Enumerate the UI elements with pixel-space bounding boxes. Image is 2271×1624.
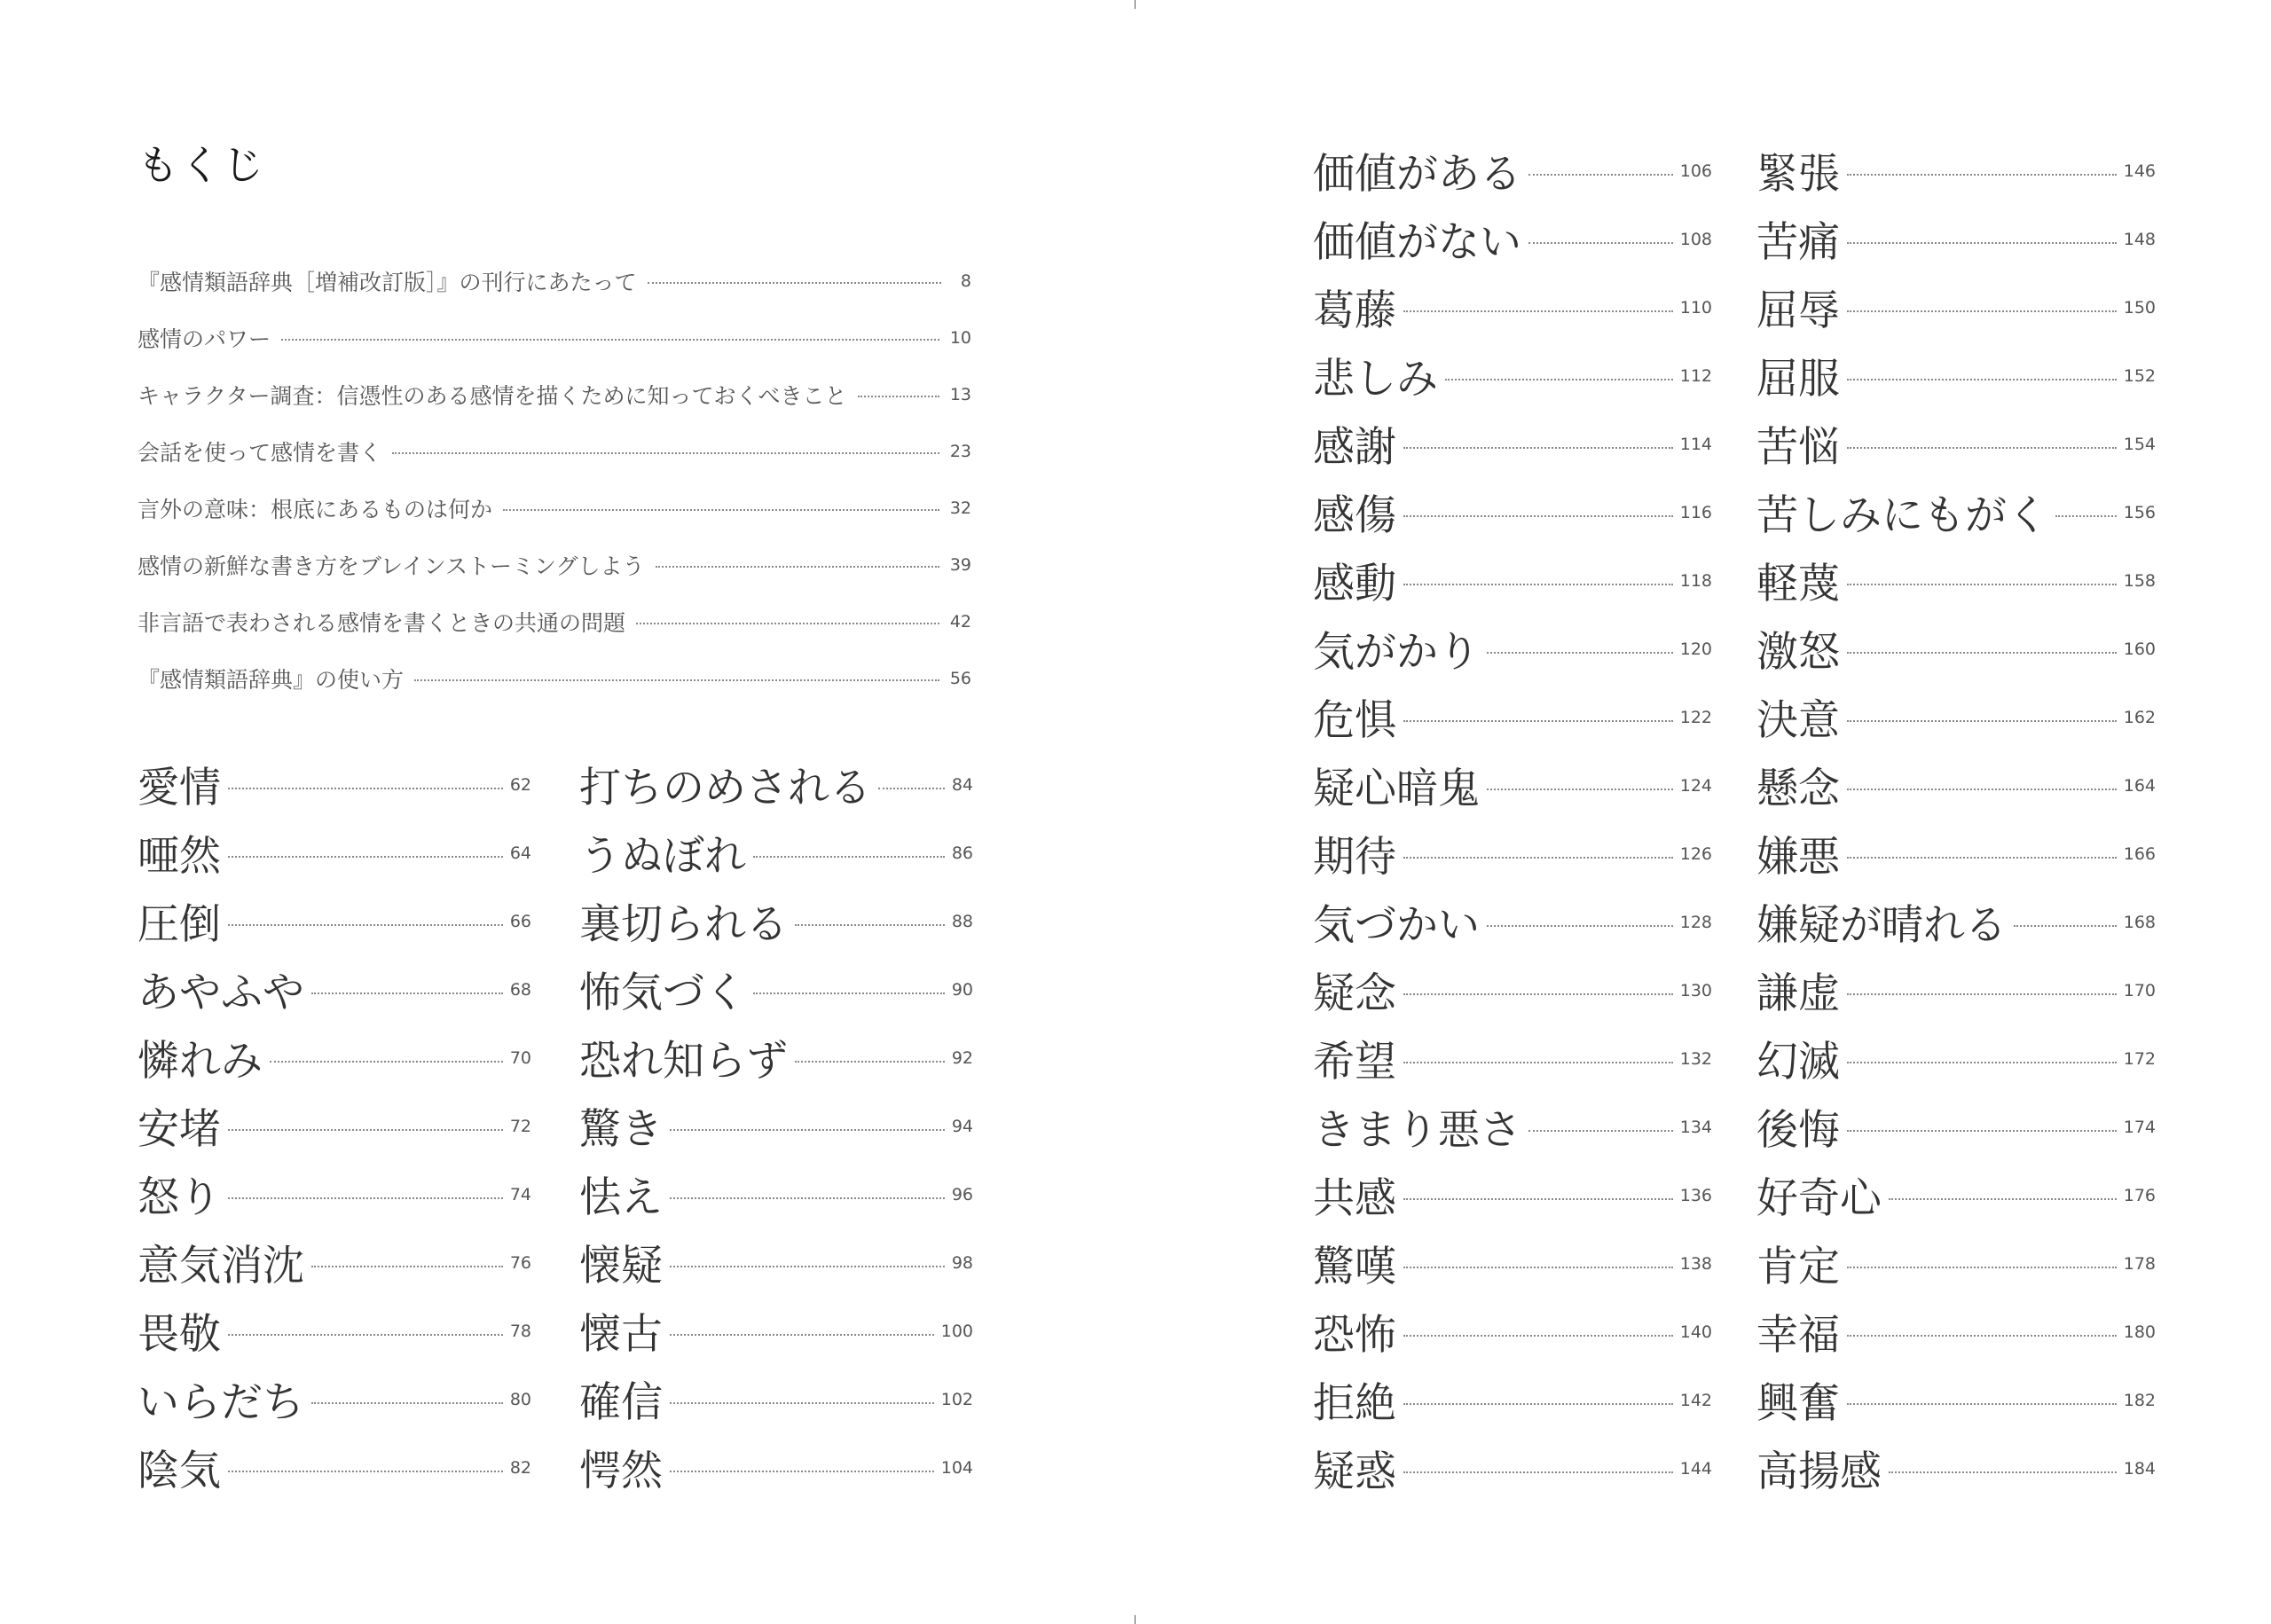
dot-leader	[1847, 788, 2117, 790]
page-number: 90	[951, 979, 973, 1000]
page-number: 162	[2123, 707, 2156, 727]
entry-title: 憐れみ	[138, 1037, 263, 1086]
page-number: 66	[509, 911, 531, 931]
page-number: 142	[1679, 1390, 1712, 1410]
entry-title: 安堵	[138, 1105, 221, 1154]
page-number: 39	[949, 555, 971, 575]
page-number: 64	[509, 843, 531, 863]
page-number: 154	[2123, 434, 2156, 454]
entry-title: 言外の意味：根底にあるものは何か	[138, 497, 493, 522]
entry-title: 葛藤	[1313, 286, 1396, 335]
dot-leader	[1889, 1198, 2117, 1200]
page-number: 128	[1679, 912, 1712, 932]
emotion-entry[interactable]	[138, 819, 531, 887]
emotion-entry[interactable]	[1313, 1093, 1712, 1161]
page-number: 94	[951, 1116, 973, 1136]
entry-title: 軽蔑	[1756, 560, 1840, 608]
emotion-entry[interactable]	[1756, 478, 2156, 546]
page-number: 70	[509, 1047, 531, 1068]
emotion-entry[interactable]	[1313, 820, 1712, 888]
emotion-entry[interactable]	[1756, 751, 2156, 820]
page-number: 122	[1679, 707, 1712, 727]
entry-title: 気づかい	[1313, 901, 1480, 950]
dot-leader	[1403, 857, 1673, 859]
dot-leader	[392, 452, 939, 454]
dot-leader	[1487, 925, 1673, 927]
entry-title: 幸福	[1756, 1311, 1840, 1360]
emotion-entry[interactable]	[1756, 546, 2156, 615]
emotion-entry[interactable]	[1313, 205, 1712, 273]
dot-leader	[2014, 925, 2117, 927]
page-number: 132	[1679, 1048, 1712, 1069]
entry-title: 興奮	[1756, 1379, 1840, 1428]
page-number: 10	[949, 328, 971, 348]
page-number: 72	[509, 1116, 531, 1136]
page-number: 68	[509, 979, 531, 1000]
emotion-entry[interactable]	[579, 955, 973, 1024]
dot-leader	[1403, 1267, 1673, 1268]
entry-title: いらだち	[138, 1378, 304, 1427]
dot-leader	[753, 992, 945, 994]
emotion-entry[interactable]	[138, 1297, 531, 1365]
entry-title: 感傷	[1313, 491, 1396, 540]
entry-title: 圧倒	[138, 900, 221, 949]
entry-title: 『感情類語辞典［増補改訂版］』の刊行にあたって	[138, 270, 637, 295]
dot-leader	[228, 788, 503, 789]
dot-leader	[1847, 1335, 2117, 1337]
entry-title: 陰気	[138, 1447, 221, 1495]
entry-title: 気がかり	[1313, 628, 1480, 677]
page-number: 134	[1679, 1117, 1712, 1137]
page-number: 156	[2123, 502, 2156, 522]
entry-title: 疑惑	[1313, 1447, 1396, 1496]
entry-title: 危惧	[1313, 696, 1396, 745]
emotion-entry[interactable]	[1313, 546, 1712, 615]
dot-leader	[1847, 1403, 2117, 1405]
page-number: 164	[2123, 775, 2156, 796]
page-number: 80	[509, 1389, 531, 1409]
dot-leader	[1403, 1335, 1673, 1337]
page-number: 88	[951, 911, 973, 931]
dot-leader	[795, 924, 945, 926]
page-number: 126	[1679, 843, 1712, 864]
entry-title: 共感	[1313, 1174, 1396, 1223]
dot-leader	[1445, 379, 1673, 381]
dot-leader	[228, 1334, 503, 1336]
page-number: 114	[1679, 434, 1712, 454]
toc-column-2	[579, 750, 973, 1502]
page-number: 116	[1679, 502, 1712, 522]
entry-title: 畏敬	[138, 1310, 221, 1359]
emotion-entry[interactable]	[1313, 410, 1712, 478]
emotion-entry[interactable]	[1756, 1298, 2156, 1366]
dot-leader	[228, 924, 503, 926]
page-number: 152	[2123, 365, 2156, 386]
emotion-entry[interactable]	[1313, 751, 1712, 820]
dot-leader	[1847, 447, 2117, 449]
emotion-entry[interactable]	[579, 887, 973, 955]
entry-title: 怖気づく	[579, 969, 746, 1017]
dot-leader	[670, 1334, 934, 1336]
entry-title: 肯定	[1756, 1243, 1840, 1291]
entry-title: 驚き	[579, 1105, 663, 1154]
entry-title: あやふや	[138, 969, 304, 1017]
entry-title: 懐疑	[579, 1242, 663, 1291]
dot-leader	[281, 339, 939, 341]
dot-leader	[670, 1197, 945, 1199]
emotion-entry[interactable]	[579, 1160, 973, 1228]
entry-title: 唖然	[138, 832, 221, 881]
entry-title: 屈服	[1756, 355, 1840, 404]
page-number: 158	[2123, 570, 2156, 591]
dot-leader	[670, 1471, 934, 1472]
entry-title: 懐古	[579, 1310, 663, 1359]
dot-leader	[670, 1129, 945, 1131]
page-number: 172	[2123, 1048, 2156, 1069]
entry-title: 『感情類語辞典』の使い方	[138, 667, 405, 693]
page-number: 120	[1679, 639, 1712, 659]
dot-leader	[1847, 720, 2117, 722]
entry-title: 幻滅	[1756, 1038, 1840, 1087]
entry-title: 緊張	[1756, 150, 1840, 199]
emotion-entry[interactable]	[1313, 137, 1712, 205]
dot-leader	[228, 856, 503, 858]
entry-title: 拒絶	[1313, 1379, 1396, 1428]
page-number: 124	[1679, 775, 1712, 796]
entry-title: 愛情	[138, 764, 221, 812]
emotion-entry[interactable]	[138, 1228, 531, 1297]
toc-column-1	[138, 750, 531, 1502]
entry-title: 感謝	[1313, 423, 1396, 472]
intro-entry[interactable]	[138, 423, 971, 480]
emotion-entry[interactable]	[1756, 1434, 2156, 1502]
page-number: 160	[2123, 639, 2156, 659]
page-number: 176	[2123, 1185, 2156, 1205]
page-number: 184	[2123, 1458, 2156, 1479]
page-number: 74	[509, 1184, 531, 1204]
page-number: 8	[960, 271, 971, 291]
page-number: 104	[940, 1457, 973, 1478]
entry-title: 期待	[1313, 833, 1396, 882]
entry-title: 苦しみにもがく	[1756, 491, 2048, 540]
dot-leader	[1403, 515, 1673, 517]
page-number: 148	[2123, 229, 2156, 249]
dot-leader	[1847, 857, 2117, 859]
entry-title: 非言語で表わされる感情を書くときの共通の問題	[138, 610, 626, 636]
dot-leader	[1403, 993, 1673, 995]
page-number: 178	[2123, 1253, 2156, 1274]
dot-leader	[228, 1471, 503, 1472]
emotion-entry[interactable]	[579, 1024, 973, 1092]
emotion-entry[interactable]	[1313, 341, 1712, 410]
dot-leader	[858, 396, 939, 397]
page-number: 174	[2123, 1117, 2156, 1137]
dot-leader	[503, 509, 939, 511]
dot-leader	[228, 1197, 503, 1199]
dot-leader	[414, 679, 939, 681]
dot-leader	[648, 282, 941, 284]
intro-entry[interactable]	[138, 537, 971, 593]
entry-title: 懸念	[1756, 765, 1840, 813]
page-number: 92	[951, 1047, 973, 1068]
entry-title: 悲しみ	[1313, 355, 1438, 404]
emotion-entry[interactable]	[1756, 1024, 2156, 1093]
emotion-entry[interactable]	[1756, 888, 2156, 956]
entry-title: 確信	[579, 1378, 663, 1427]
entry-title: 意気消沈	[138, 1242, 304, 1291]
page-number: 150	[2123, 297, 2156, 318]
dot-leader	[795, 1061, 945, 1063]
page-number: 146	[2123, 161, 2156, 181]
entry-title: 希望	[1313, 1038, 1396, 1087]
dot-leader	[1847, 310, 2117, 312]
dot-leader	[1847, 1267, 2117, 1268]
emotion-entry[interactable]	[138, 1024, 531, 1092]
intro-section-list	[138, 253, 971, 707]
dot-leader	[1403, 310, 1673, 312]
page-number: 23	[949, 442, 971, 461]
page-number: 76	[509, 1252, 531, 1273]
entry-title: 屈辱	[1756, 286, 1840, 335]
entry-title: うぬぼれ	[579, 832, 746, 881]
page-number: 112	[1679, 365, 1712, 386]
dot-leader	[1403, 1403, 1673, 1405]
page-number: 118	[1679, 570, 1712, 591]
emotion-entry[interactable]	[138, 1160, 531, 1228]
emotion-entry[interactable]	[1313, 478, 1712, 546]
emotion-entry[interactable]	[579, 1228, 973, 1297]
page-number: 42	[949, 612, 971, 632]
emotion-entry[interactable]	[138, 955, 531, 1024]
entry-title: 打ちのめされる	[579, 764, 871, 812]
entry-title: 驚嘆	[1313, 1243, 1396, 1291]
emotion-entry[interactable]	[579, 1365, 973, 1433]
page-number: 144	[1679, 1458, 1712, 1479]
emotion-entry[interactable]	[1313, 1366, 1712, 1434]
page-number: 32	[949, 498, 971, 518]
entry-title: 感動	[1313, 560, 1396, 608]
page-number: 182	[2123, 1390, 2156, 1410]
emotion-entry[interactable]	[1313, 683, 1712, 751]
emotion-entry[interactable]	[1756, 273, 2156, 341]
emotion-entry[interactable]	[1313, 273, 1712, 341]
emotion-entry[interactable]	[1313, 1024, 1712, 1093]
emotion-entry[interactable]	[1313, 956, 1712, 1024]
emotion-entry[interactable]	[138, 887, 531, 955]
intro-entry[interactable]	[138, 310, 971, 366]
entry-title: 高揚感	[1756, 1447, 1882, 1496]
entry-title: 愕然	[579, 1447, 663, 1495]
dot-leader	[1403, 1062, 1673, 1063]
dot-leader	[670, 1402, 934, 1404]
entry-title: キャラクター調査：信憑性のある感情を描くために知っておくべきこと	[138, 383, 847, 409]
entry-title: 感情のパワー	[138, 326, 271, 352]
page-number: 84	[951, 774, 973, 795]
emotion-entry[interactable]	[1756, 1093, 2156, 1161]
page-number: 96	[951, 1184, 973, 1204]
dot-leader	[1487, 652, 1673, 654]
page-number: 180	[2123, 1322, 2156, 1342]
page-number: 108	[1679, 229, 1712, 249]
page-number: 78	[509, 1321, 531, 1341]
intro-entry[interactable]	[138, 480, 971, 537]
dot-leader	[1403, 1198, 1673, 1200]
dot-leader	[1487, 788, 1673, 790]
emotion-entry[interactable]	[579, 1092, 973, 1160]
emotion-entry[interactable]	[579, 1433, 973, 1502]
emotion-entry[interactable]	[1756, 341, 2156, 410]
dot-leader	[228, 1129, 503, 1131]
page-number: 110	[1679, 297, 1712, 318]
intro-entry[interactable]	[138, 253, 971, 310]
dot-leader	[1403, 1471, 1673, 1473]
emotion-entry[interactable]	[138, 1433, 531, 1502]
entry-title: 好奇心	[1756, 1174, 1882, 1223]
entry-title: 嫌疑が晴れる	[1756, 901, 2007, 950]
emotion-entry[interactable]	[1313, 1298, 1712, 1366]
entry-title: 会話を使って感情を書く	[138, 440, 382, 466]
page-number: 100	[940, 1321, 973, 1341]
dot-leader	[1528, 174, 1673, 176]
entry-title: 怯え	[579, 1173, 663, 1222]
dot-leader	[1403, 447, 1673, 449]
toc-column-4	[1756, 137, 2156, 1502]
page-number: 140	[1679, 1322, 1712, 1342]
dot-leader	[1847, 584, 2117, 585]
intro-entry[interactable]	[138, 593, 971, 650]
emotion-entry[interactable]	[1756, 137, 2156, 205]
emotion-entry[interactable]	[1756, 956, 2156, 1024]
page-number: 13	[949, 385, 971, 404]
dot-leader	[670, 1266, 945, 1267]
emotion-entry[interactable]	[1313, 1229, 1712, 1298]
emotion-entry[interactable]	[138, 1365, 531, 1433]
dot-leader	[1528, 242, 1673, 244]
dot-leader	[311, 1266, 503, 1267]
entry-title: 激怒	[1756, 628, 1840, 677]
emotion-entry[interactable]	[1313, 615, 1712, 683]
emotion-entry[interactable]	[1313, 1434, 1712, 1502]
dot-leader	[1847, 1062, 2117, 1063]
emotion-entry[interactable]	[579, 1297, 973, 1365]
page-number: 98	[951, 1252, 973, 1273]
dot-leader	[270, 1061, 503, 1063]
dot-leader	[656, 566, 939, 568]
page-number: 62	[509, 774, 531, 795]
entry-title: 苦痛	[1756, 218, 1840, 267]
emotion-entry[interactable]	[1756, 410, 2156, 478]
entry-title: 価値がない	[1313, 218, 1521, 267]
emotion-entry[interactable]	[138, 750, 531, 819]
page-number: 56	[949, 669, 971, 688]
entry-title: 感情の新鮮な書き方をブレインストーミングしよう	[138, 553, 645, 579]
entry-title: きまり悪さ	[1313, 1106, 1521, 1155]
entry-title: 疑心暗鬼	[1313, 765, 1480, 813]
dot-leader	[1847, 174, 2117, 176]
dot-leader	[1403, 584, 1673, 585]
entry-title: 裏切られる	[579, 900, 788, 949]
page-number: 166	[2123, 843, 2156, 864]
emotion-entry[interactable]	[579, 750, 973, 819]
entry-title: 決意	[1756, 696, 1840, 745]
page-number: 168	[2123, 912, 2156, 932]
dot-leader	[2055, 515, 2117, 517]
dot-leader	[1847, 652, 2117, 654]
entry-title: 謙虚	[1756, 969, 1840, 1018]
page-number: 86	[951, 843, 973, 863]
entry-title: 価値がある	[1313, 150, 1521, 199]
emotion-entry[interactable]	[1756, 615, 2156, 683]
entry-title: 後悔	[1756, 1106, 1840, 1155]
page-number: 170	[2123, 980, 2156, 1000]
dot-leader	[1528, 1130, 1673, 1132]
page-number: 138	[1679, 1253, 1712, 1274]
gutter-mark-bottom	[1135, 1615, 1136, 1624]
dot-leader	[878, 788, 945, 789]
emotion-entry[interactable]	[1756, 205, 2156, 273]
entry-title: 恐れ知らず	[579, 1037, 788, 1086]
intro-entry[interactable]	[138, 650, 971, 707]
emotion-entry[interactable]	[138, 1092, 531, 1160]
emotion-entry[interactable]	[1756, 1161, 2156, 1229]
dot-leader	[1847, 242, 2117, 244]
entry-title: 嫌悪	[1756, 833, 1840, 882]
entry-title: 怒り	[138, 1173, 221, 1222]
dot-leader	[1847, 993, 2117, 995]
dot-leader	[1847, 379, 2117, 381]
emotion-entry[interactable]	[1756, 683, 2156, 751]
dot-leader	[1403, 720, 1673, 722]
dot-leader	[311, 992, 503, 994]
gutter-mark-top	[1135, 0, 1136, 9]
intro-entry[interactable]	[138, 366, 971, 423]
page-number: 136	[1679, 1185, 1712, 1205]
dot-leader	[636, 623, 939, 624]
page-number: 82	[509, 1457, 531, 1478]
dot-leader	[1847, 1130, 2117, 1132]
emotion-entry[interactable]	[579, 819, 973, 887]
emotion-entry[interactable]	[1756, 1366, 2156, 1434]
entry-title: 恐怖	[1313, 1311, 1396, 1360]
emotion-entry[interactable]	[1313, 1161, 1712, 1229]
page-number: 102	[940, 1389, 973, 1409]
emotion-entry[interactable]	[1313, 888, 1712, 956]
entry-title: 苦悩	[1756, 423, 1840, 472]
page-title: もくじ	[138, 141, 265, 189]
entry-title: 疑念	[1313, 969, 1396, 1018]
emotion-entry[interactable]	[1756, 820, 2156, 888]
dot-leader	[753, 856, 945, 858]
dot-leader	[1889, 1471, 2117, 1473]
page-number: 106	[1679, 161, 1712, 181]
emotion-entry[interactable]	[1756, 1229, 2156, 1298]
page-number: 130	[1679, 980, 1712, 1000]
toc-column-3	[1313, 137, 1712, 1502]
dot-leader	[311, 1402, 503, 1404]
